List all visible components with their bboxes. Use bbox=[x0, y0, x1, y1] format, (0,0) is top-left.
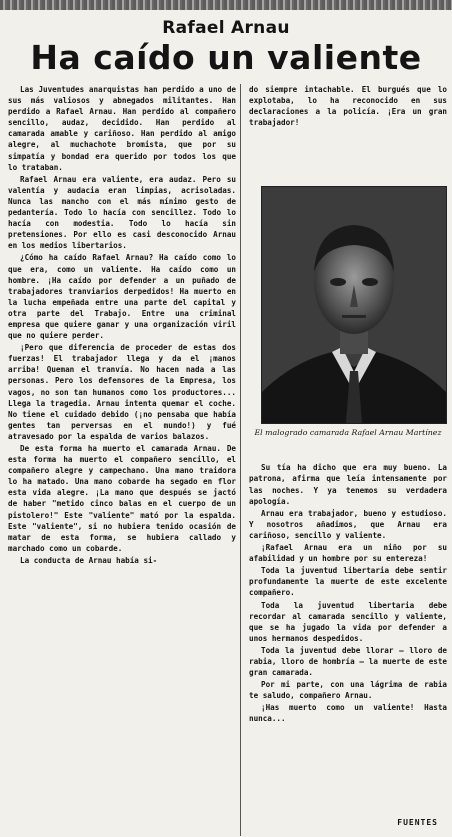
paragraph: Por mi parte, con una lágrima de rabia te saludo, compañero Arnau. bbox=[249, 680, 447, 701]
paragraph: Su tía ha dicho que era muy bueno. La patrona, afirma que leía intensamente por las noches. Y ya tenemos su verdadera apología. bbox=[249, 463, 447, 506]
author-signature: FUENTES bbox=[397, 818, 438, 827]
paragraph: Arnau era trabajador, bueno y estudioso. Y nosotros añadimos, que Arnau era cariñoso, sencillo y valiente. bbox=[249, 508, 447, 540]
paragraph: ¿Cómo ha caído Rafael Arnau? Ha caído como lo que era, como un valiente. Ha caído como un hombre. ¡Ha caído por defender a un puñado de trabajadores tranviarios derpedidos! Ha muerto en la lucha empeñada entre una parte del capital y otra parte del Trabajo. Entre una criminal empresa que quiere ganar y una organización viril que no quiere perder. bbox=[8, 253, 236, 341]
paragraph: Toda la juventud libertaria debe recordar al camarada sencillo y valiente, que se ha jugado la vida por defender a unos hermanos despedidos. bbox=[249, 600, 447, 643]
masthead-strip bbox=[0, 0, 452, 10]
left-column bbox=[8, 84, 241, 836]
paragraph: Rafael Arnau era valiente, era audaz. Pero su valentía y audacia eran limpias, acrisoladas. Nunca las mancho con el más mínimo gesto de pedantería. Todo lo hacía con sencillez. Todo lo hacía con modestia. Todo lo hacía sin pretensiones. Por ello es casi desconocido Arnau en los medios libertarios. bbox=[8, 174, 236, 251]
portrait-photo bbox=[261, 186, 447, 424]
right-column bbox=[249, 84, 447, 836]
paragraph: Toda la juventud debe llorar — lloro de rabia, lloro de hombría — la muerte de este gran camarada. bbox=[249, 645, 447, 678]
paragraph: De esta forma ha muerto el camarada Arnau. De esta forma ha muerto el compañero sencillo, el compañero alegre y campechano. Una mano traidora lo ha matado. Una mano cobarde ha segado en flor esta vida alegre. ¡La mano que después se jactó de haber "metido cinco balas en el cuerpo de un pistolero!" Este "valiente" mató por la espalda. Este "valiente", si no hubiera tenido ocasión de matar de esta forma, se hubiera callado y marchado como un cobarde. bbox=[8, 444, 236, 553]
portrait-illustration bbox=[262, 187, 446, 423]
paragraph: ¡Has muerto como un valiente! Hasta nunca... bbox=[249, 703, 447, 724]
paragraph: ¡Rafael Arnau era un niño por su afabilidad y un hombre por su entereza! bbox=[249, 543, 447, 564]
paragraph: La conducta de Arnau había si- bbox=[20, 555, 158, 565]
paragraph: ¡Pero que diferencia de proceder de estas dos fuerzas! El trabajador llega y da el ¡manos arriba! Queman el tranvía. No hacen nada a las personas. Pero los defensores de la Empresa, los vagos, no son tan humanos como los productores... Llega la tragedia. Arnau intenta quemar el coche. No tiene el cuidado debido (¡no pensaba que había gentes tan perversas en el mundo!) y fué atravesado por la espalda de varios balazos. bbox=[8, 343, 236, 441]
photo-caption: El malogrado camarada Rafael Arnau Martínez bbox=[254, 428, 442, 438]
article-author: Rafael Arnau bbox=[162, 18, 290, 38]
article-headline: Ha caído un valiente bbox=[30, 38, 422, 77]
paragraph: do siempre intachable. El burgués que lo explotaba, lo ha reconocido en sus declaraciones a la policía. ¡Era un gran trabajador! bbox=[249, 85, 447, 128]
paragraph: Toda la juventud libertaria debe sentir profundamente la muerte de este excelente compañero. bbox=[249, 566, 447, 598]
paragraph: Las Juventudes anarquistas han perdido a uno de sus más valiosos y abnegados militantes. Han perdido a Rafael Arnau. Han perdido al compañero sencillo, audaz, decidido. Han perdido al camarada amable y cariñoso. Han perdido al amigo alegre, al muchachote bromista, que por su simpatía y bondad era querido por todos los que lo trataban. bbox=[8, 85, 236, 172]
